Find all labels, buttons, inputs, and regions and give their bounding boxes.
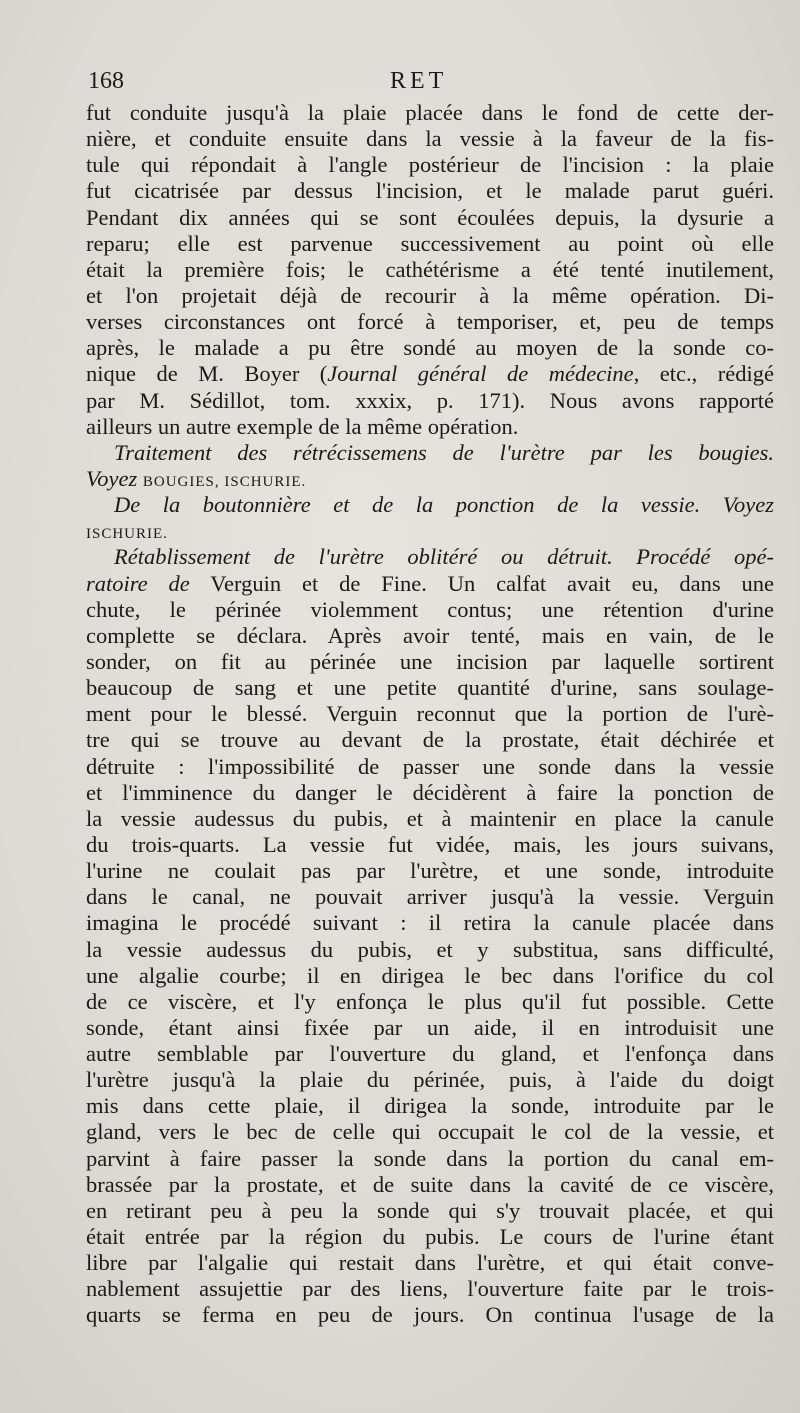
text-segment: gland, vers le bec de celle qui occupait le col de la vessie, et bbox=[86, 1119, 774, 1145]
text-segment: nière, et conduite ensuite dans la vessie à la faveur de la fis- bbox=[86, 126, 774, 152]
text-line bbox=[86, 361, 774, 387]
text-line bbox=[86, 597, 774, 623]
text-segment: ment pour le blessé. Verguin reconnut que la portion de l'urè- bbox=[86, 701, 774, 727]
text-line bbox=[86, 754, 774, 780]
text-segment: libre par l'algalie qui restait dans l'urètre, et qui était conve- bbox=[86, 1250, 774, 1276]
text-line bbox=[86, 1119, 774, 1145]
text-line bbox=[86, 963, 774, 989]
text-line bbox=[86, 126, 774, 152]
text-segment: fut conduite jusqu'à la plaie placée dans le fond de cette der- bbox=[86, 100, 774, 125]
text-segment: l'urine ne coulait pas par l'urètre, et une sonde, introduite bbox=[86, 858, 774, 884]
text-line bbox=[86, 1198, 774, 1224]
italic-text: Rétablissement de l'urètre oblitéré ou détruit. Procédé opé- bbox=[114, 544, 774, 570]
text-line bbox=[86, 623, 774, 649]
italic-text: De la boutonnière et de la ponction de la vessie. Voyez bbox=[114, 492, 774, 518]
small-caps-text: BOUGIES, ISCHURIE. bbox=[142, 473, 307, 490]
text-line bbox=[86, 806, 774, 832]
text-segment: était la première fois; le cathétérisme a été tenté inutilement, bbox=[86, 256, 774, 282]
text-line bbox=[86, 1302, 774, 1328]
text-line bbox=[86, 518, 774, 544]
text-segment: mis dans cette plaie, il dirigea la sonde, introduite par le bbox=[86, 1093, 774, 1119]
text-line bbox=[86, 544, 774, 570]
text-line bbox=[86, 1093, 774, 1119]
text-segment: de ce viscère, et l'y enfonça le plus qu'il fut possible. Cette bbox=[86, 988, 774, 1014]
text-line bbox=[86, 1041, 774, 1067]
text-segment: parvint à faire passer la sonde dans la portion du canal em- bbox=[86, 1145, 774, 1171]
text-segment: l'urètre jusqu'à la plaie du périnée, puis, à l'aide du doigt bbox=[86, 1067, 774, 1093]
italic-text: Voyez bbox=[86, 465, 138, 491]
text-segment: , etc., rédigé bbox=[633, 361, 774, 387]
text-line bbox=[86, 858, 774, 884]
text-segment: imagina le procédé suivant : il retira la canule placée dans bbox=[86, 910, 774, 936]
text-line bbox=[86, 910, 774, 936]
text-segment: ailleurs un autre exemple de la même opération. bbox=[86, 413, 519, 439]
text-line bbox=[86, 309, 774, 335]
body-text bbox=[86, 100, 774, 1329]
text-line bbox=[86, 701, 774, 727]
italic-text: Traitement des rétrécissemens de l'urètre par les bougies. bbox=[114, 439, 774, 465]
text-segment: fut cicatrisée par dessus l'incision, et le malade parut guéri. bbox=[86, 178, 774, 204]
text-segment: quarts se ferma en peu de jours. On continua l'usage de la bbox=[86, 1302, 774, 1328]
text-line bbox=[86, 205, 774, 231]
text-line bbox=[86, 649, 774, 675]
text-segment: beaucoup de sang et une petite quantité d'urine, sans soulage- bbox=[86, 675, 774, 701]
text-segment: chute, le périnée violemment contus; une rétention d'urine bbox=[86, 596, 774, 622]
text-line bbox=[86, 1172, 774, 1198]
text-line bbox=[86, 1250, 774, 1276]
text-segment: sonde, étant ainsi fixée par un aide, il en introduisit une bbox=[86, 1014, 774, 1040]
text-line bbox=[86, 100, 774, 126]
text-line bbox=[86, 257, 774, 283]
text-segment: détruite : l'impossibilité de passer une sonde dans la vessie bbox=[86, 753, 774, 779]
text-segment: tule qui répondait à l'angle postérieur de l'incision : la plaie bbox=[86, 152, 774, 178]
text-segment: nablement assujettie par des liens, l'ouverture faite par le trois- bbox=[86, 1276, 774, 1302]
text-line bbox=[86, 1224, 774, 1250]
text-segment: reparu; elle est parvenue successivement au point où elle bbox=[86, 230, 774, 256]
text-line bbox=[86, 335, 774, 361]
text-segment: brassée par la prostate, et de suite dans la cavité de ce viscère, bbox=[86, 1171, 774, 1197]
italic-text: Journal général de médecine bbox=[327, 361, 634, 387]
text-segment: par M. Sédillot, tom. xxxix, p. 171). Nous avons rapporté bbox=[86, 387, 774, 413]
text-line bbox=[86, 178, 774, 204]
text-segment: après, le malade a pu être sondé au moyen de la sonde co- bbox=[86, 335, 774, 361]
page-header bbox=[88, 68, 788, 102]
text-segment: du trois-quarts. La vessie fut vidée, mais, les jours suivans, bbox=[86, 831, 774, 857]
text-line bbox=[86, 388, 774, 414]
text-segment: une algalie courbe; il en dirigea le bec dans l'orifice du col bbox=[86, 962, 774, 988]
text-segment: en retirant peu à peu la sonde qui s'y trouvait placée, et qui bbox=[86, 1197, 774, 1223]
text-line bbox=[86, 440, 774, 466]
text-line bbox=[86, 152, 774, 178]
text-line bbox=[86, 231, 774, 257]
text-segment: nique de M. Boyer ( bbox=[86, 361, 328, 387]
text-line bbox=[86, 1015, 774, 1041]
text-line bbox=[86, 780, 774, 806]
text-line bbox=[86, 884, 774, 910]
text-line bbox=[86, 414, 774, 440]
text-segment: était entrée par la région du pubis. Le cours de l'urine étant bbox=[86, 1224, 774, 1250]
text-line bbox=[86, 1146, 774, 1172]
text-line bbox=[86, 727, 774, 753]
text-segment: tre qui se trouve au devant de la prostate, était déchirée et bbox=[86, 727, 774, 753]
text-segment: verses circonstances ont forcé à temporiser, et, peu de temps bbox=[86, 309, 774, 335]
text-segment: et l'on projetait déjà de recourir à la même opération. Di- bbox=[86, 282, 774, 308]
small-caps-text: ISCHURIE. bbox=[86, 526, 168, 543]
text-segment: la vessie audessus du pubis, et y substitua, sans difficulté, bbox=[86, 936, 774, 962]
running-head: RET bbox=[390, 68, 448, 94]
page-number: 168 bbox=[88, 68, 124, 94]
italic-text: ratoire de bbox=[86, 570, 190, 596]
text-line bbox=[86, 1067, 774, 1093]
text-line bbox=[86, 832, 774, 858]
text-segment: et l'imminence du danger le décidèrent à faire la ponction de bbox=[86, 779, 774, 805]
text-line bbox=[86, 989, 774, 1015]
text-line bbox=[86, 466, 774, 492]
text-line bbox=[86, 675, 774, 701]
text-line bbox=[86, 571, 774, 597]
text-segment: Verguin et de Fine. Un calfat avait eu, dans une bbox=[189, 570, 774, 596]
text-segment: sonder, on fit au périnée une incision par laquelle sortirent bbox=[86, 648, 774, 674]
text-segment: autre semblable par l'ouverture du gland, et l'enfonça dans bbox=[86, 1041, 774, 1067]
text-segment: complette se déclara. Après avoir tenté, mais en vain, de le bbox=[86, 622, 774, 648]
text-line bbox=[86, 492, 774, 518]
text-segment: dans le canal, ne pouvait arriver jusqu'à la vessie. Verguin bbox=[86, 884, 774, 910]
text-line bbox=[86, 1276, 774, 1302]
text-segment: la vessie audessus du pubis, et à maintenir en place la canule bbox=[86, 805, 774, 831]
text-line bbox=[86, 937, 774, 963]
text-segment: Pendant dix années qui se sont écoulées depuis, la dysurie a bbox=[86, 204, 774, 230]
text-line bbox=[86, 283, 774, 309]
